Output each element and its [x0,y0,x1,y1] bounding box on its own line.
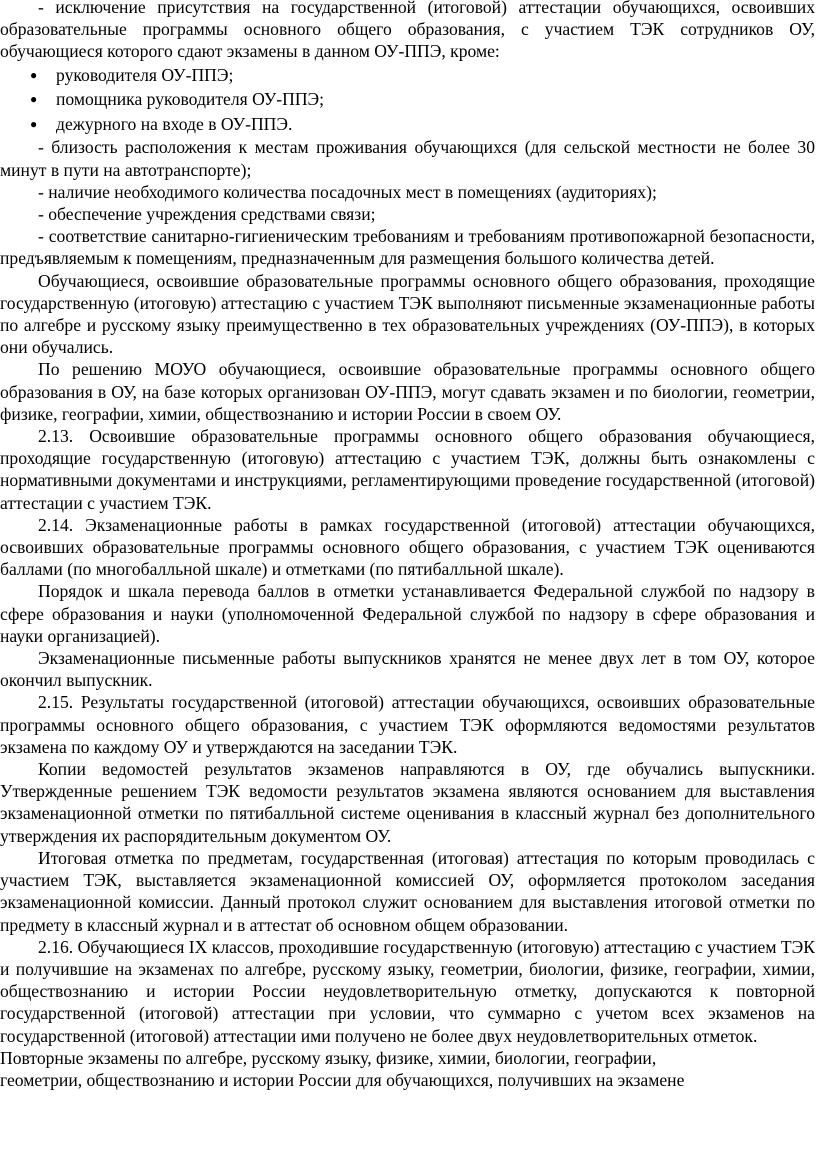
paragraph-written-exams: Обучающиеся, освоившие образовательные программы основного общего образования, проходящие государственную (итоговую) аттестацию с участием ТЭК выполняют письменные экзаменационные работы по алгебре и русскому языку преимущественно в тех образовательных учреждениях (ОУ-ППЭ), в которых они обучались. [0,270,815,358]
paragraph-seats: - наличие необходимого количества посадочных мест в помещениях (аудиториях); [38,181,657,202]
paragraph-proximity: - близость расположения к местам проживания обучающихся (для сельской местности не более 30 минут в пути на автотранспорте); [0,137,815,180]
exception-list [0,63,815,137]
bullet-icon: ● [30,116,38,131]
paragraph-mouo-decision: По решению МОУО обучающиеся, освоившие образовательные программы основного общего образования в ОУ, на базе которых организован ОУ-ППЭ, могут сдавать экзамен и по биологии, геометрии, физике, географии, химии, обществознанию и истории России в своем ОУ. [0,359,815,424]
list-item [0,112,815,137]
list-item [0,63,815,88]
paragraph-sanitary: - соответствие санитарно-гигиеническим требованиям и требованиям противопожарной безопасности, предъявляемым к помещениям, предназначенным для размещения большого количества детей. [0,226,815,269]
paragraph-final-grade: Итоговая отметка по предметам, государственная (итоговая) аттестация по которым проводилась с участием ТЭК, выставляется экзаменационной комиссией ОУ, оформляется протоколом заседания экзаменационной комиссии. Данный протокол служит основанием для выставления итоговой отметки по предмету в классный журнал и в аттестат об основном общем образовании. [0,847,815,935]
paragraph-retake-line-2: геометрии, обществознанию и истории России для обучающихся, получивших на экзамене [0,1069,685,1090]
paragraph-2-15: 2.15. Результаты государственной (итоговой) аттестации обучающихся, освоивших образовательные программы основного общего образования, с участием ТЭК оформляются ведомостями результатов экзамена по каждому ОУ и утверждаются на заседании ТЭК. [0,692,815,757]
list-item-text: руководителя ОУ-ППЭ; [56,64,234,85]
paragraph-retake-line-1: Повторные экзамены по алгебре, русскому языку, физике, химии, биологии, географии, [0,1047,657,1068]
paragraph-exclusion: - исключение присутствия на государственной (итоговой) аттестации обучающихся, освоивших образовательные программы основного общего образования, с участием ТЭК сотрудников ОУ, обучающиеся которого сдают экзамены в данном ОУ-ППЭ, кроме: [0,0,815,62]
paragraph-2-13: 2.13. Освоившие образовательные программы основного общего образования обучающиеся, проходящие государственную (итоговую) аттестацию с участием ТЭК, должны быть ознакомлены с нормативными документами и инструкциями, регламентирующими проведение государственной (итоговой) аттестации с участием ТЭК. [0,426,815,513]
paragraph-storage: Экзаменационные письменные работы выпускников хранятся не менее двух лет в том ОУ, которое окончил выпускник. [0,648,815,691]
paragraph-communications: - обеспечение учреждения средствами связи; [38,204,376,224]
paragraph-2-14: 2.14. Экзаменационные работы в рамках государственной (итоговой) аттестации обучающихся, освоивших образовательные программы основного общего образования, с участием ТЭК оцениваются баллами (по многобалльной шкале) и отметками (по пятибалльной шкале). [0,514,815,580]
paragraph-2-16: 2.16. Обучающиеся IX классов, проходившие государственную (итоговую) аттестацию с участием ТЭК и получившие на экзаменах по алгебре, русскому языку, геометрии, биологии, физике, географии, химии, обществознанию и истории России неудовлетворительную отметку, допускаются к повторной государственной (итоговой) аттестации при условии, что суммарно с учетом всех экзаменов на государственной (итоговой) аттестации ими получено не более двух неудовлетворительных отметок. [0,936,815,1046]
list-item [0,87,815,112]
bullet-icon: ● [30,67,38,82]
paragraph-copies: Копии ведомостей результатов экзаменов направляются в ОУ, где обучались выпускники. Утвержденные решением ТЭК ведомости результатов экзамена являются основанием для выставления экзаменационной отметки по пятибалльной системе оценивания в классный журнал без дополнительного утверждения их распорядительным документом ОУ. [0,759,815,846]
list-item-text: помощника руководителя ОУ-ППЭ; [56,89,325,110]
bullet-icon: ● [30,92,38,107]
list-item-text: дежурного на входе в ОУ-ППЭ. [56,113,293,134]
paragraph-score-scale: Порядок и шкала перевода баллов в отметки устанавливается Федеральной службой по надзору в сфере образования и науки (уполномоченной Федеральной службой по надзору в сфере образования и науки организацией). [0,581,815,646]
